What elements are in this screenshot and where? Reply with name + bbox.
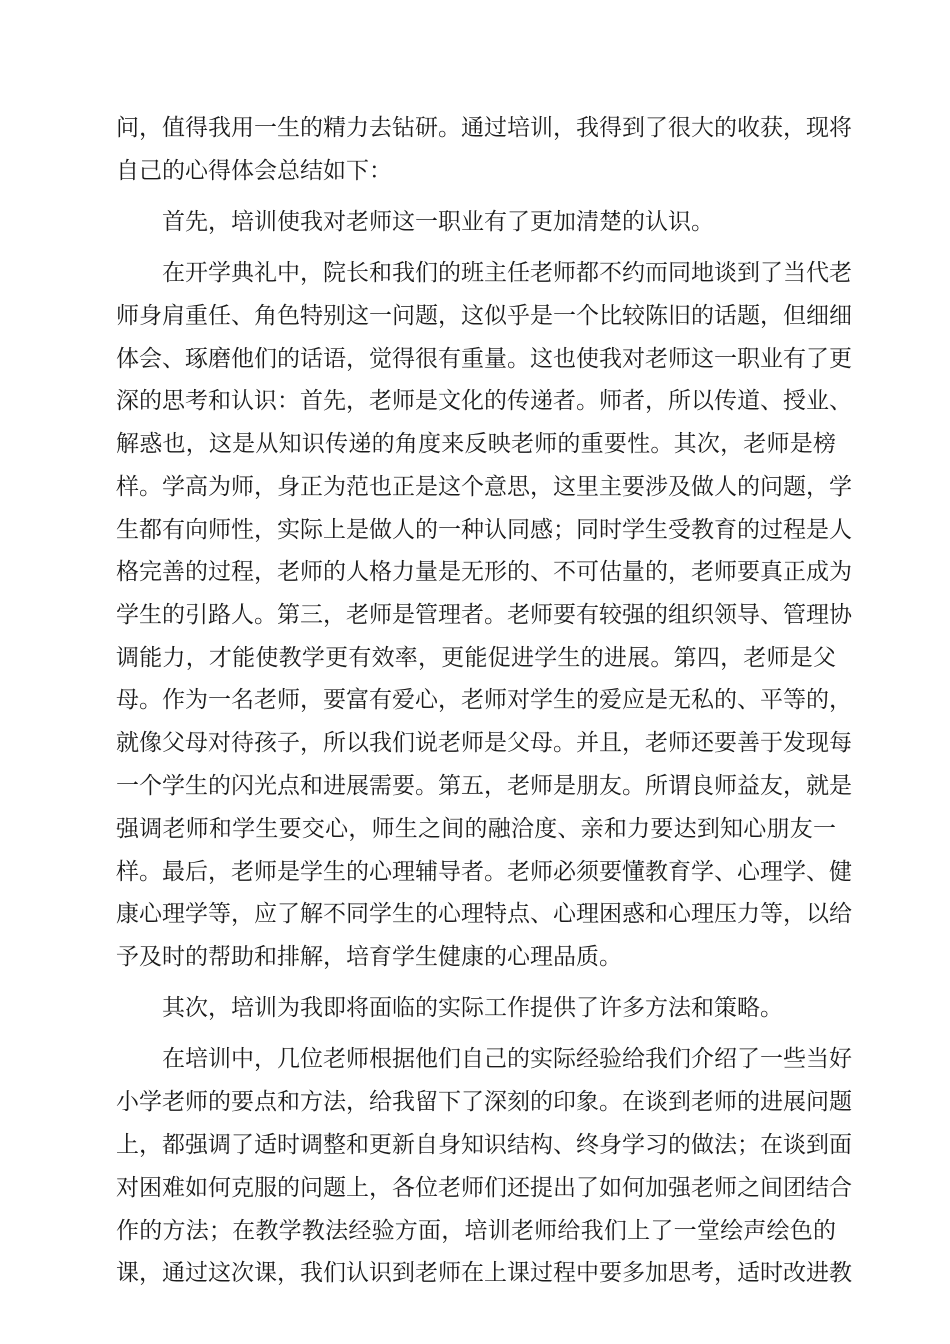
text-line: 体会、琢磨他们的话语，觉得很有重量。这也使我对老师这一职业有了更 bbox=[116, 346, 852, 372]
text-line: 样。学高为师，身正为范也正是这个意思，这里主要涉及做人的问题，学 bbox=[116, 474, 852, 500]
text-line: 一个学生的闪光点和进展需要。第五，老师是朋友。所谓良师益友，就是 bbox=[116, 773, 852, 799]
text-line: 师身肩重任、角色特别这一问题，这似乎是一个比较陈旧的话题，但细细 bbox=[116, 303, 852, 329]
text-line: 在培训中，几位老师根据他们自己的实际经验给我们介绍了一些当好 bbox=[162, 1046, 852, 1072]
text-line: 予及时的帮助和排解，培育学生健康的心理品质。 bbox=[116, 944, 622, 970]
text-line: 问，值得我用一生的精力去钻研。通过培训，我得到了很大的收获，现将 bbox=[116, 115, 852, 141]
section-heading: 其次，培训为我即将面临的实际工作提供了许多方法和策略。 bbox=[162, 995, 783, 1021]
text-line: 自己的心得体会总结如下： bbox=[116, 158, 392, 184]
text-line: 母。作为一名老师，要富有爱心，老师对学生的爱应是无私的、平等的， bbox=[116, 687, 852, 713]
text-line: 对困难如何克服的问题上，各位老师们还提出了如何加强老师之间团结合 bbox=[116, 1175, 852, 1201]
section-heading: 首先，培训使我对老师这一职业有了更加清楚的认识。 bbox=[162, 209, 714, 235]
text-line: 康心理学等，应了解不同学生的心理特点、心理困惑和心理压力等，以给 bbox=[116, 901, 852, 927]
text-line: 课，通过这次课，我们认识到老师在上课过程中要多加思考，适时改进教 bbox=[116, 1260, 852, 1286]
text-line: 调能力，才能使教学更有效率，更能促进学生的进展。第四，老师是父 bbox=[116, 645, 836, 671]
text-line: 在开学典礼中，院长和我们的班主任老师都不约而同地谈到了当代老 bbox=[162, 260, 852, 286]
text-line: 格完善的过程，老师的人格力量是无形的、不可估量的，老师要真正成为 bbox=[116, 559, 852, 585]
text-line: 学生的引路人。第三，老师是管理者。老师要有较强的组织领导、管理协 bbox=[116, 602, 852, 628]
text-line: 样。最后，老师是学生的心理辅导者。老师必须要懂教育学、心理学、健 bbox=[116, 859, 852, 885]
text-line: 作的方法；在教学教法经验方面，培训老师给我们上了一堂绘声绘色的 bbox=[116, 1218, 836, 1244]
text-line: 就像父母对待孩子，所以我们说老师是父母。并且，老师还要善于发现每 bbox=[116, 730, 852, 756]
text-line: 生都有向师性，实际上是做人的一种认同感；同时学生受教育的过程是人 bbox=[116, 517, 852, 543]
text-line: 深的思考和认识：首先，老师是文化的传递者。师者，所以传道、授业、 bbox=[116, 388, 852, 414]
text-line: 强调老师和学生要交心，师生之间的融洽度、亲和力要达到知心朋友一 bbox=[116, 816, 836, 842]
text-line: 解惑也，这是从知识传递的角度来反映老师的重要性。其次，老师是榜 bbox=[116, 431, 836, 457]
text-line: 上，都强调了适时调整和更新自身知识结构、终身学习的做法；在谈到面 bbox=[116, 1132, 852, 1158]
text-line: 小学老师的要点和方法，给我留下了深刻的印象。在谈到老师的进展问题 bbox=[116, 1089, 852, 1115]
